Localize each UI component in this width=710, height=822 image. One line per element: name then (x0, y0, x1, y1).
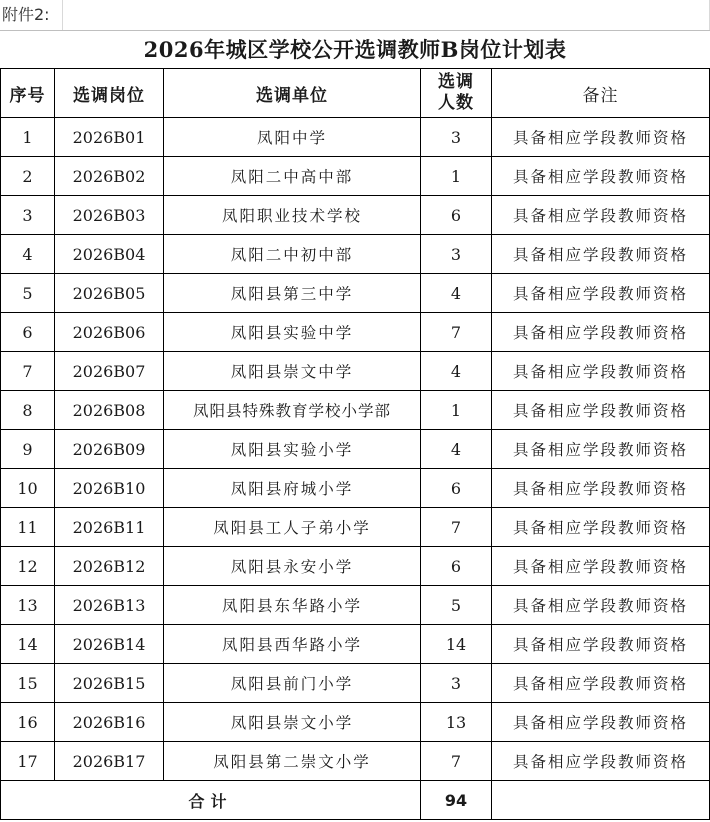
cell-post: 2026B03 (55, 196, 164, 235)
cell-unit: 凤阳职业技术学校 (164, 196, 421, 235)
cell-note: 具备相应学段教师资格 (492, 157, 710, 196)
cell-post: 2026B05 (55, 274, 164, 313)
table-row (1, 118, 710, 157)
table-body (1, 118, 710, 781)
cell-post: 2026B09 (55, 430, 164, 469)
table-row (1, 313, 710, 352)
table-row (1, 469, 710, 508)
cell-seq: 4 (1, 235, 55, 274)
table-row (1, 586, 710, 625)
cell-unit: 凤阳二中初中部 (164, 235, 421, 274)
cell-post: 2026B15 (55, 664, 164, 703)
cell-seq: 3 (1, 196, 55, 235)
table-row (1, 430, 710, 469)
sheet-gridline (62, 0, 63, 30)
header-row (1, 69, 710, 118)
cell-note: 具备相应学段教师资格 (492, 664, 710, 703)
cell-unit: 凤阳中学 (164, 118, 421, 157)
cell-post: 2026B07 (55, 352, 164, 391)
cell-unit: 凤阳县永安小学 (164, 547, 421, 586)
cell-seq: 2 (1, 157, 55, 196)
cell-seq: 17 (1, 742, 55, 781)
attachment-label: 附件2: (2, 5, 50, 24)
cell-note: 具备相应学段教师资格 (492, 508, 710, 547)
cell-seq: 9 (1, 430, 55, 469)
cell-note: 具备相应学段教师资格 (492, 118, 710, 157)
header-note: 备注 (492, 69, 710, 118)
cell-unit: 凤阳县府城小学 (164, 469, 421, 508)
header-count-line1: 选调 (438, 72, 474, 92)
cell-note: 具备相应学段教师资格 (492, 313, 710, 352)
table-row (1, 703, 710, 742)
header-seq: 序号 (1, 69, 55, 118)
table-row (1, 664, 710, 703)
cell-seq: 1 (1, 118, 55, 157)
cell-note: 具备相应学段教师资格 (492, 625, 710, 664)
cell-count: 7 (421, 742, 492, 781)
cell-unit: 凤阳县第二崇文小学 (164, 742, 421, 781)
cell-post: 2026B11 (55, 508, 164, 547)
cell-post: 2026B16 (55, 703, 164, 742)
cell-note: 具备相应学段教师资格 (492, 196, 710, 235)
table-row (1, 235, 710, 274)
cell-count: 1 (421, 157, 492, 196)
cell-seq: 13 (1, 586, 55, 625)
cell-count: 1 (421, 391, 492, 430)
cell-unit: 凤阳县实验小学 (164, 430, 421, 469)
cell-unit: 凤阳县崇文小学 (164, 703, 421, 742)
cell-seq: 10 (1, 469, 55, 508)
cell-post: 2026B12 (55, 547, 164, 586)
cell-seq: 15 (1, 664, 55, 703)
table-row (1, 391, 710, 430)
cell-count: 13 (421, 703, 492, 742)
cell-count: 4 (421, 352, 492, 391)
table-row (1, 547, 710, 586)
cell-count: 3 (421, 118, 492, 157)
total-count: 94 (421, 781, 492, 820)
cell-post: 2026B04 (55, 235, 164, 274)
cell-count: 6 (421, 469, 492, 508)
cell-count: 3 (421, 664, 492, 703)
cell-seq: 16 (1, 703, 55, 742)
header-post: 选调岗位 (55, 69, 164, 118)
cell-unit: 凤阳县实验中学 (164, 313, 421, 352)
cell-note: 具备相应学段教师资格 (492, 235, 710, 274)
cell-note: 具备相应学段教师资格 (492, 430, 710, 469)
total-row (1, 781, 710, 820)
cell-count: 7 (421, 508, 492, 547)
plan-table (0, 68, 710, 820)
header-unit: 选调单位 (164, 69, 421, 118)
cell-seq: 8 (1, 391, 55, 430)
cell-count: 7 (421, 313, 492, 352)
cell-seq: 6 (1, 313, 55, 352)
table-row (1, 352, 710, 391)
total-label: 合计 (1, 781, 421, 820)
cell-count: 6 (421, 196, 492, 235)
cell-unit: 凤阳二中高中部 (164, 157, 421, 196)
cell-note: 具备相应学段教师资格 (492, 586, 710, 625)
cell-count: 4 (421, 274, 492, 313)
cell-unit: 凤阳县特殊教育学校小学部 (164, 391, 421, 430)
cell-post: 2026B17 (55, 742, 164, 781)
cell-unit: 凤阳县工人子弟小学 (164, 508, 421, 547)
cell-count: 5 (421, 586, 492, 625)
cell-seq: 7 (1, 352, 55, 391)
cell-seq: 12 (1, 547, 55, 586)
cell-note: 具备相应学段教师资格 (492, 274, 710, 313)
cell-unit: 凤阳县前门小学 (164, 664, 421, 703)
cell-seq: 5 (1, 274, 55, 313)
cell-note: 具备相应学段教师资格 (492, 352, 710, 391)
table-row (1, 742, 710, 781)
header-count (421, 69, 492, 118)
cell-post: 2026B10 (55, 469, 164, 508)
cell-seq: 14 (1, 625, 55, 664)
cell-note: 具备相应学段教师资格 (492, 547, 710, 586)
table-row (1, 274, 710, 313)
cell-post: 2026B01 (55, 118, 164, 157)
cell-post: 2026B13 (55, 586, 164, 625)
cell-unit: 凤阳县东华路小学 (164, 586, 421, 625)
header-count-line2: 人数 (438, 93, 474, 113)
cell-post: 2026B06 (55, 313, 164, 352)
cell-post: 2026B02 (55, 157, 164, 196)
cell-count: 6 (421, 547, 492, 586)
cell-count: 14 (421, 625, 492, 664)
cell-count: 3 (421, 235, 492, 274)
cell-seq: 11 (1, 508, 55, 547)
cell-unit: 凤阳县第三中学 (164, 274, 421, 313)
total-note (492, 781, 710, 820)
cell-post: 2026B08 (55, 391, 164, 430)
table-row (1, 508, 710, 547)
cell-note: 具备相应学段教师资格 (492, 703, 710, 742)
cell-count: 4 (421, 430, 492, 469)
table-row (1, 196, 710, 235)
cell-post: 2026B14 (55, 625, 164, 664)
cell-unit: 凤阳县西华路小学 (164, 625, 421, 664)
table-row (1, 625, 710, 664)
cell-note: 具备相应学段教师资格 (492, 742, 710, 781)
cell-unit: 凤阳县崇文中学 (164, 352, 421, 391)
table-row (1, 157, 710, 196)
cell-note: 具备相应学段教师资格 (492, 391, 710, 430)
cell-note: 具备相应学段教师资格 (492, 469, 710, 508)
table-title: 2026年城区学校公开选调教师B岗位计划表 (0, 30, 710, 69)
